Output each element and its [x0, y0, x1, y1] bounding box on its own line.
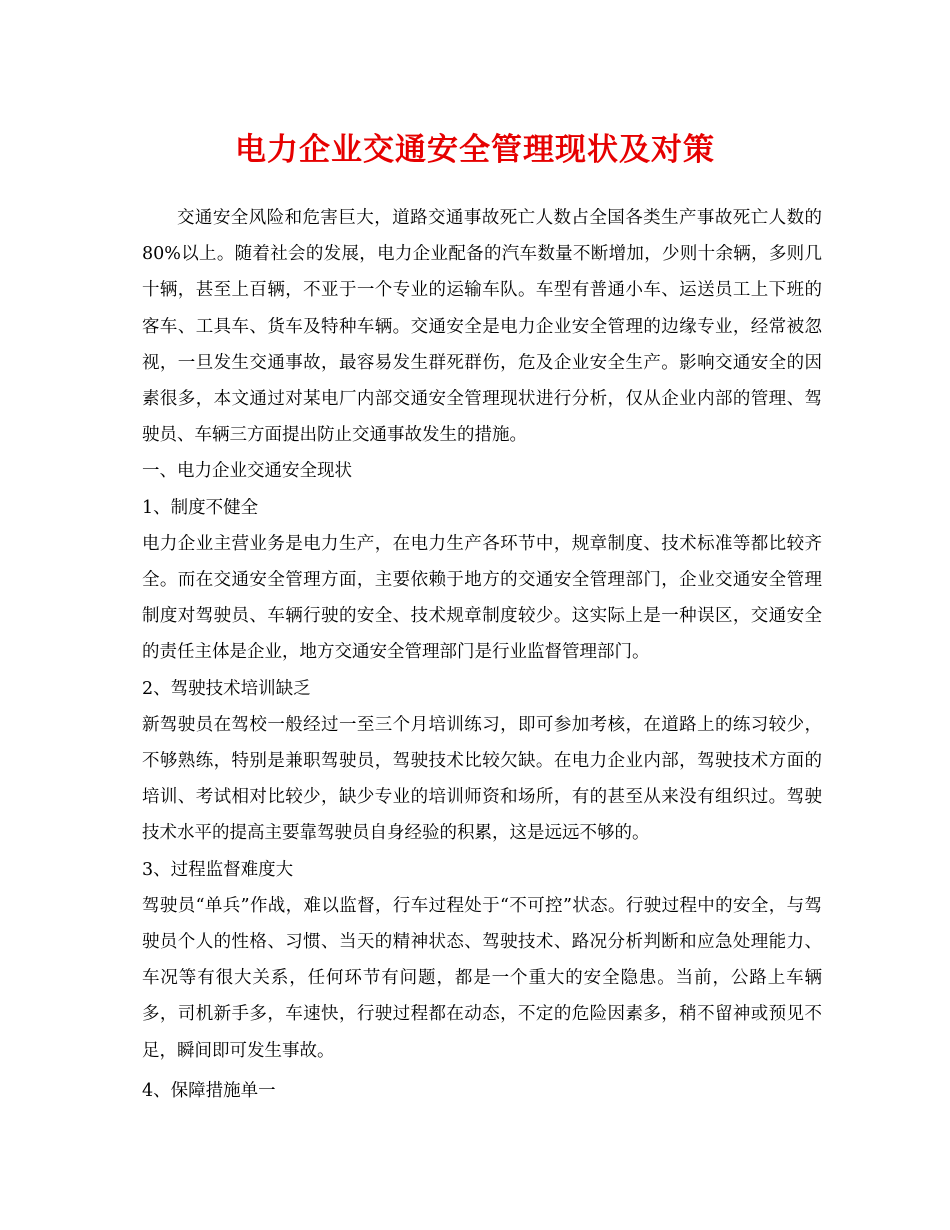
page-title: 电力企业交通安全管理现状及对策 [235, 132, 715, 168]
section-heading: 一、电力企业交通安全现状 [142, 461, 352, 482]
item-paragraph: 驾驶员“单兵”作战，难以监督，行车过程处于“不可控”状态。行驶过程中的安全，与驾驶员个人的性格、习惯、当天的精神状态、驾驶技术、路况分析判断和应急处理能力、车况等有很大关系，任何环节有问题，都是一个重大的安全隐患。当前，公路上车辆多，司机新手多，车速快，行驶过程都在动态，不定的危险因素多，稍不留神或预见不足，瞬间即可发生事故。 [142, 895, 822, 1061]
item-heading: 3、过程监督难度大 [142, 859, 294, 880]
item-heading: 1、制度不健全 [142, 497, 259, 518]
item-heading: 2、驾驶技术培训缺乏 [142, 678, 311, 699]
document-body [142, 200, 822, 1109]
item-paragraph: 新驾驶员在驾校一般经过一至三个月培训练习，即可参加考核，在道路上的练习较少，不够熟练，特别是兼职驾驶员，驾驶技术比较欠缺。在电力企业内部，驾驶技术方面的培训、考试相对比较少，缺少专业的培训师资和场所，有的甚至从来没有组织过。驾驶技术水平的提高主要靠驾驶员自身经验的积累，这是远远不够的。 [142, 714, 822, 844]
item-heading: 4、保障措施单一 [142, 1080, 276, 1101]
intro-paragraph: 交通安全风险和危害巨大，道路交通事故死亡人数占全国各类生产事故死亡人数的80%以上。随着社会的发展，电力企业配备的汽车数量不断增加，少则十余辆，多则几十辆，甚至上百辆，不亚于一个专业的运输车队。车型有普通小车、运送员工上下班的客车、工具车、货车及特种车辆。交通安全是电力企业安全管理的边缘专业，经常被忽视，一旦发生交通事故，最容易发生群死群伤，危及企业安全生产。影响交通安全的因素很多，本文通过对某电厂内部交通安全管理现状进行分析，仅从企业内部的管理、驾驶员、车辆三方面提出防止交通事故发生的措施。 [142, 208, 822, 446]
item-paragraph: 电力企业主营业务是电力生产，在电力生产各环节中，规章制度、技术标准等都比较齐全。而在交通安全管理方面，主要依赖于地方的交通安全管理部门，企业交通安全管理制度对驾驶员、车辆行驶的安全、技术规章制度较少。这实际上是一种误区，交通安全的责任主体是企业，地方交通安全管理部门是行业监督管理部门。 [142, 533, 822, 663]
